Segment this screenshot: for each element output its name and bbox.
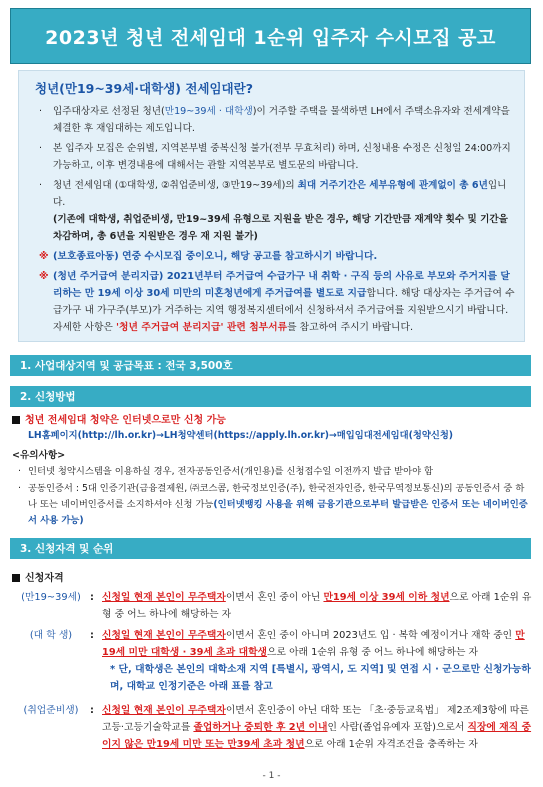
notice-heading: <유의사항> xyxy=(12,450,66,461)
intro-paragraph-3: · 청년 전세임대 (①대학생, ②취업준비생, ③만19~39세)의 최대 거주기간은 세부유형에 관계없이 총 6년입니다. (기존에 대학생, 취업준비생, 만19~39세 유형으로 지원을 받은 경우, 해당 기간만큼 재계약 횟수 및 기간을 차감하며, 총 6년을 지원받은 경우 재 지원 불가) xyxy=(27,177,516,245)
page-title: 2023년 청년 전세임대 1순위 입주자 수시모집 공고 xyxy=(45,26,496,49)
intro-paragraph-1: · 입주대상자로 선정된 청년(만19~39세 · 대학생)이 거주할 주택을 물색하면 LH에서 주택소유자와 전세계약을 체결한 후 재임대하는 제도입니다. xyxy=(27,103,516,137)
page-title-bar xyxy=(10,8,531,64)
qualification-row-student: (대 학 생) : 신청일 현재 본인이 무주택자이면서 혼인 중이 아니며 2023년도 입 · 복학 예정이거나 재학 중인 만19세 미만 대학생 · 39세 초과 대학생으로 아래 1순위 유형 중 어느 하나에 해당하는 자 * 단, 대학생은 본인의 대학소재 지역 [특별시, 광역시, 도 지역] 및 연접 시 · 군으로만 신청가능하며, 대학교 인정기준은 아래 표를 참고 xyxy=(12,627,532,695)
bullet-icon: · xyxy=(39,106,43,117)
apply-link-path[interactable]: LH홈페이지(http://lh.or.kr)→LH청약센터(https://apply.lh.or.kr)→매입임대전세임대(청약신청) xyxy=(28,430,454,441)
intro-paragraph-3-detail: (기존에 대학생, 취업준비생, 만19~39세 유형으로 지원을 받은 경우, 해당 기간만큼 재계약 횟수 및 기간을 차감하며, 총 6년을 지원받은 경우 재 지원 불가) xyxy=(53,214,508,242)
bullet-icon: · xyxy=(18,466,21,477)
qualification-text: 신청일 현재 본인이 무주택자이면서 혼인 중이 아니며 2023년도 입 · 복학 예정이거나 재학 중인 만19세 미만 대학생 · 39세 초과 대학생으로 아래 1순위 유형 중 어느 하나에 해당하는 자 * 단, 대학생은 본인의 대학소재 지역 [특별시, 광역시, 도 지역] 및 연접 시 · 군으로만 신청가능하며, 대학교 인정기준은 아래 표를 참고 xyxy=(102,627,532,695)
section-2-subheading: 청년 전세임대 청약은 인터넷으로만 신청 가능 xyxy=(12,411,226,426)
bullet-icon: · xyxy=(39,180,43,191)
section-3-subheading: 신청자격 xyxy=(12,569,64,584)
notice-item: · 인터넷 청약시스템을 이용하실 경우, 전자공동인증서(개인용)를 신청접수일 이전까지 발급 받아야 함 xyxy=(18,464,530,480)
intro-note-1: ※ (보호종료아동) 연중 수시모집 중이오니, 해당 공고를 참고하시기 바랍니다. xyxy=(39,251,378,262)
square-bullet-icon xyxy=(12,416,20,424)
page-number: - 1 - xyxy=(262,771,281,781)
qualification-label: (만19~39세) xyxy=(21,592,81,603)
qualification-text: 신청일 현재 본인이 무주택자이면서 혼인 중이 아닌 만19세 이상 39세 이하 청년으로 아래 1순위 유형 중 어느 하나에 해당하는 자 xyxy=(102,592,532,620)
section-2-header: 2. 신청방법 xyxy=(10,386,531,407)
intro-paragraph-2: · 본 입주자 모집은 순위별, 지역본부별 중복신청 불가(전부 무효처리) 하며, 신청내용 수정은 신청일 24:00까지 가능하고, 이후 변경내용에 대해서는 관할 지역본부로 별도문의 바랍니다. xyxy=(27,140,516,174)
notice-item: · 공동인증서 : 5대 인증기관(금융결제원, ㈜코스콤, 한국정보인증(주), 한국전자인증, 한국무역정보통신)의 공동인증서 중 하나 또는 네이버인증서를 소지하셔야 신청 가능(인터넷뱅킹 사용을 위해 금융기관으로부터 발급받은 인증서 또는 네이버인증서 사용 가능) xyxy=(18,483,528,526)
square-bullet-icon xyxy=(12,574,20,582)
section-3-header: 3. 신청자격 및 순위 xyxy=(10,538,531,559)
intro-note-2: ※ (청년 주거급여 분리지급) 2021년부터 주거급여 수급가구 내 취학 · 구직 등의 사유로 부모와 주거지를 달리하는 만 19세 이상 30세 미만의 미혼청년에게 주거급여를 별도로 지급합니다. 해당 대상자는 주거급여 수급가구 내 가구주(부모)가 거주하는 지역 행정복지센터에서 신청하셔서 주거급여를 지원받으시기 바랍니다. 자세한 사항은 '청년 주거급여 분리지급' 관련 첨부서류를 참고하여 주시기 바랍니다. xyxy=(39,271,515,333)
student-region-note: * 단, 대학생은 본인의 대학소재 지역 [특별시, 광역시, 도 지역] 및 연접 시 · 군으로만 신청가능하며, 대학교 인정기준은 아래 표를 참고 xyxy=(110,664,531,692)
intro-heading: 청년(만19~39세·대학생) 전세임대란? xyxy=(35,81,253,96)
qualification-label: (대 학 생) xyxy=(29,630,73,641)
qualification-row-job-seeker: (취업준비생) : 신청일 현재 본인이 무주택자이면서 혼인중이 아닌 대학 또는 「초·중등교육법」 제2조제3항에 따른 고등·고등기술학교를 졸업하거나 중퇴한 후 2년 이내인 사람(졸업유예자 포함)으로서 직장에 재직 중이지 않은 만19세 미만 또는 만39세 초과 청년으로 아래 1순위 자격조건을 충족하는 자 xyxy=(12,702,532,753)
intro-box xyxy=(18,70,525,342)
notice-list xyxy=(18,464,530,530)
bullet-icon: · xyxy=(18,483,21,494)
qualification-row-age: (만19~39세) : 신청일 현재 본인이 무주택자이면서 혼인 중이 아닌 만19세 이상 39세 이하 청년으로 아래 1순위 유형 중 어느 하나에 해당하는 자 xyxy=(12,589,532,623)
qualification-text: 신청일 현재 본인이 무주택자이면서 혼인중이 아닌 대학 또는 「초·중등교육법」 제2조제3항에 따른 고등·고등기술학교를 졸업하거나 중퇴한 후 2년 이내인 사람(졸업유예자 포함)으로서 직장에 재직 중이지 않은 만19세 미만 또는 만39세 초과 청년으로 아래 1순위 자격조건을 충족하는 자 xyxy=(102,705,532,750)
bullet-icon: · xyxy=(39,143,43,154)
qualification-label: (취업준비생) xyxy=(23,705,79,716)
section-1-header: 1. 사업대상지역 및 공급목표 : 전국 3,500호 xyxy=(10,355,531,376)
